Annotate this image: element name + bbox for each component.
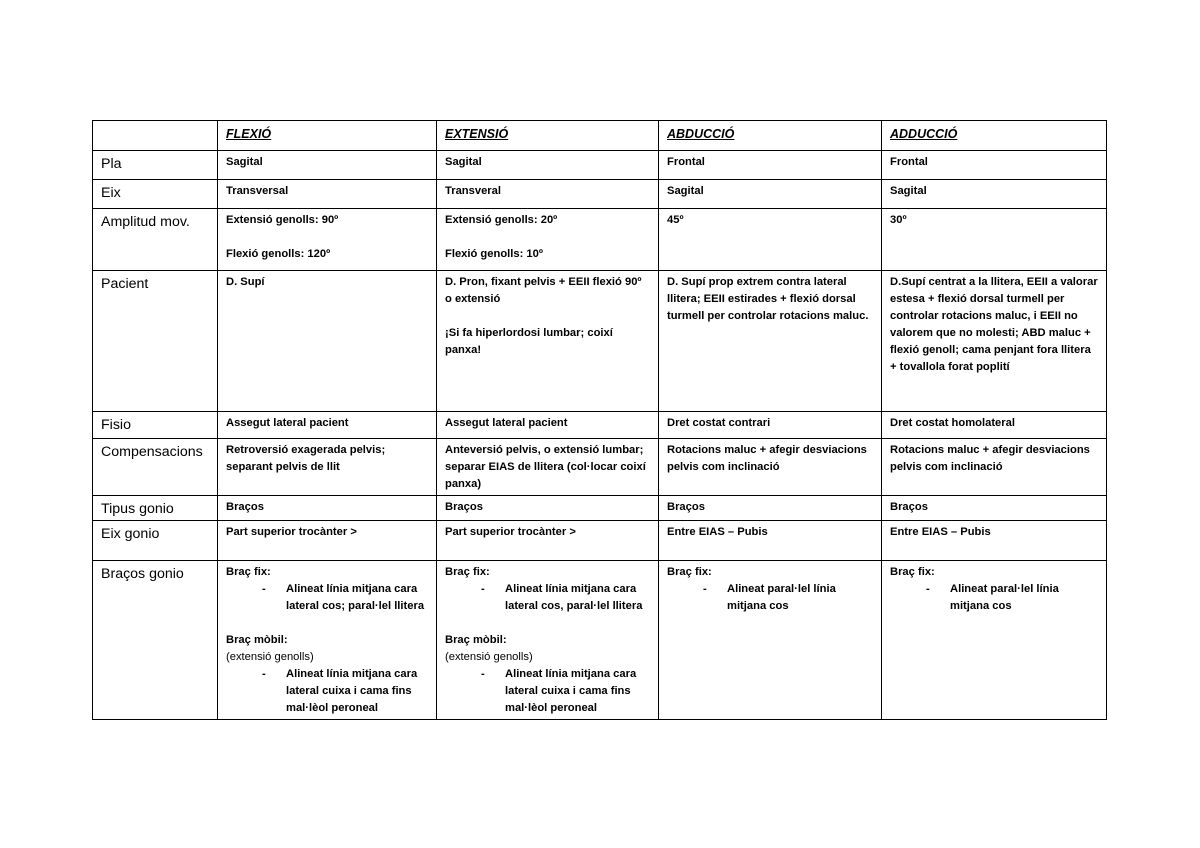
cell-tipus-gonio-extensio: Braços bbox=[437, 496, 659, 521]
cell-tipus-gonio-flexio: Braços bbox=[218, 496, 437, 521]
brac-fix-list bbox=[667, 581, 874, 615]
list-item bbox=[445, 666, 651, 717]
cell-fisio-extensio: Assegut lateral pacient bbox=[437, 412, 659, 439]
brac-fix-item: Alineat línia mitjana cara lateral cos; paral·lel llitera bbox=[286, 583, 425, 612]
header-adduccio: ADDUCCIÓ bbox=[882, 121, 1107, 151]
row-fisio bbox=[93, 412, 1107, 439]
cell-eix-adduccio: Sagital bbox=[882, 180, 1107, 209]
pacient-extensio-note: ¡Si fa hiperlordosi lumbar; coixí panxa! bbox=[445, 327, 613, 356]
brac-fix-list bbox=[445, 581, 651, 615]
cell-amplitud-adduccio: 30º bbox=[882, 209, 1107, 271]
cell-pla-flexio: Sagital bbox=[218, 151, 437, 180]
amplitud-flexio-extension: Extensió genolls: 90º bbox=[226, 214, 339, 226]
row-label-pacient: Pacient bbox=[93, 271, 218, 412]
cell-eix-gonio-abduccio: Entre EIAS – Pubis bbox=[659, 521, 882, 561]
brac-fix-label: Braç fix: bbox=[890, 566, 935, 578]
row-eix bbox=[93, 180, 1107, 209]
pacient-extensio-position: D. Pron, fixant pelvis + EEII flexió 90º o extensió bbox=[445, 276, 642, 305]
amplitud-extensio-flexion: Flexió genolls: 10º bbox=[445, 248, 543, 260]
cell-bracos-gonio-extensio bbox=[437, 561, 659, 720]
brac-fix-label: Braç fix: bbox=[667, 566, 712, 578]
cell-compensacions-abduccio: Rotacions maluc + afegir desviacions pelvis com inclinació bbox=[659, 439, 882, 496]
cell-amplitud-abduccio: 45º bbox=[659, 209, 882, 271]
cell-eix-flexio: Transversal bbox=[218, 180, 437, 209]
row-label-eix-gonio: Eix gonio bbox=[93, 521, 218, 561]
cell-eix-gonio-flexio: Part superior trocànter > bbox=[218, 521, 437, 561]
cell-fisio-adduccio: Dret costat homolateral bbox=[882, 412, 1107, 439]
row-pla bbox=[93, 151, 1107, 180]
cell-pacient-flexio: D. Supí bbox=[218, 271, 437, 412]
brac-fix-list bbox=[226, 581, 429, 615]
cell-pacient-extensio bbox=[437, 271, 659, 412]
row-bracos-gonio bbox=[93, 561, 1107, 720]
header-row bbox=[93, 121, 1107, 151]
row-label-amplitud: Amplitud mov. bbox=[93, 209, 218, 271]
row-label-compensacions: Compensacions bbox=[93, 439, 218, 496]
cell-compensacions-extensio: Anteversió pelvis, o extensió lumbar; separar EIAS de llitera (col·locar coixí panxa) bbox=[437, 439, 659, 496]
header-corner-cell bbox=[93, 121, 218, 151]
cell-bracos-gonio-flexio bbox=[218, 561, 437, 720]
cell-pla-adduccio: Frontal bbox=[882, 151, 1107, 180]
brac-fix-item: Alineat paral·lel línia mitjana cos bbox=[950, 583, 1059, 612]
header-flexio: FLEXIÓ bbox=[218, 121, 437, 151]
cell-eix-abduccio: Sagital bbox=[659, 180, 882, 209]
cell-tipus-gonio-adduccio: Braços bbox=[882, 496, 1107, 521]
header-extensio: EXTENSIÓ bbox=[437, 121, 659, 151]
cell-eix-extensio: Transveral bbox=[437, 180, 659, 209]
row-amplitud bbox=[93, 209, 1107, 271]
cell-pla-abduccio: Frontal bbox=[659, 151, 882, 180]
brac-mobil-label: Braç mòbil: bbox=[445, 634, 507, 646]
brac-mobil-note: (extensió genolls) bbox=[445, 651, 533, 663]
header-abduccio: ABDUCCIÓ bbox=[659, 121, 882, 151]
dash-bullet: - bbox=[262, 668, 266, 680]
brac-fix-list bbox=[890, 581, 1099, 615]
cell-amplitud-extensio bbox=[437, 209, 659, 271]
row-label-bracos-gonio: Braços gonio bbox=[93, 561, 218, 720]
brac-fix-label: Braç fix: bbox=[226, 566, 271, 578]
amplitud-extensio-extension: Extensió genolls: 20º bbox=[445, 214, 558, 226]
dash-bullet: - bbox=[481, 668, 485, 680]
dash-bullet: - bbox=[262, 583, 266, 595]
cell-eix-gonio-extensio: Part superior trocànter > bbox=[437, 521, 659, 561]
row-label-eix: Eix bbox=[93, 180, 218, 209]
row-label-fisio: Fisio bbox=[93, 412, 218, 439]
row-tipus-gonio bbox=[93, 496, 1107, 521]
row-label-tipus-gonio: Tipus gonio bbox=[93, 496, 218, 521]
dash-bullet: - bbox=[926, 583, 930, 595]
brac-fix-item: Alineat paral·lel línia mitjana cos bbox=[727, 583, 836, 612]
brac-fix-item: Alineat línia mitjana cara lateral cos, paral·lel llitera bbox=[505, 583, 643, 612]
cell-pacient-abduccio: D. Supí prop extrem contra lateral llitera; EEII estirades + flexió dorsal turmell per controlar rotacions maluc. bbox=[659, 271, 882, 412]
list-item bbox=[667, 581, 874, 615]
brac-mobil-item: Alineat línia mitjana cara lateral cuixa i cama fins mal·lèol peroneal bbox=[505, 668, 637, 714]
dash-bullet: - bbox=[703, 583, 707, 595]
brac-mobil-note: (extensió genolls) bbox=[226, 651, 314, 663]
amplitud-flexio-flexion: Flexió genolls: 120º bbox=[226, 248, 331, 260]
list-item bbox=[226, 666, 429, 717]
brac-mobil-label: Braç mòbil: bbox=[226, 634, 288, 646]
cell-pacient-adduccio: D.Supí centrat a la llitera, EEII a valorar estesa + flexió dorsal turmell per controlar rotacions maluc, i EEII no valorem que no molesti; ABD maluc + flexió genoll; cama penjant fora llitera + tovallola forat poplití bbox=[882, 271, 1107, 412]
list-item bbox=[890, 581, 1099, 615]
brac-mobil-list bbox=[445, 666, 651, 717]
cell-bracos-gonio-adduccio bbox=[882, 561, 1107, 720]
cell-tipus-gonio-abduccio: Braços bbox=[659, 496, 882, 521]
row-pacient bbox=[93, 271, 1107, 412]
brac-mobil-item: Alineat línia mitjana cara lateral cuixa i cama fins mal·lèol peroneal bbox=[286, 668, 418, 714]
cell-bracos-gonio-abduccio bbox=[659, 561, 882, 720]
list-item bbox=[226, 581, 429, 615]
brac-fix-label: Braç fix: bbox=[445, 566, 490, 578]
cell-pla-extensio: Sagital bbox=[437, 151, 659, 180]
cell-fisio-abduccio: Dret costat contrari bbox=[659, 412, 882, 439]
row-label-pla: Pla bbox=[93, 151, 218, 180]
cell-compensacions-flexio: Retroversió exagerada pelvis; separant pelvis de llit bbox=[218, 439, 437, 496]
list-item bbox=[445, 581, 651, 615]
cell-amplitud-flexio bbox=[218, 209, 437, 271]
cell-compensacions-adduccio: Rotacions maluc + afegir desviacions pelvis com inclinació bbox=[882, 439, 1107, 496]
dash-bullet: - bbox=[481, 583, 485, 595]
goniometry-table bbox=[92, 120, 1107, 720]
cell-fisio-flexio: Assegut lateral pacient bbox=[218, 412, 437, 439]
brac-mobil-list bbox=[226, 666, 429, 717]
cell-eix-gonio-adduccio: Entre EIAS – Pubis bbox=[882, 521, 1107, 561]
row-compensacions bbox=[93, 439, 1107, 496]
row-eix-gonio bbox=[93, 521, 1107, 561]
